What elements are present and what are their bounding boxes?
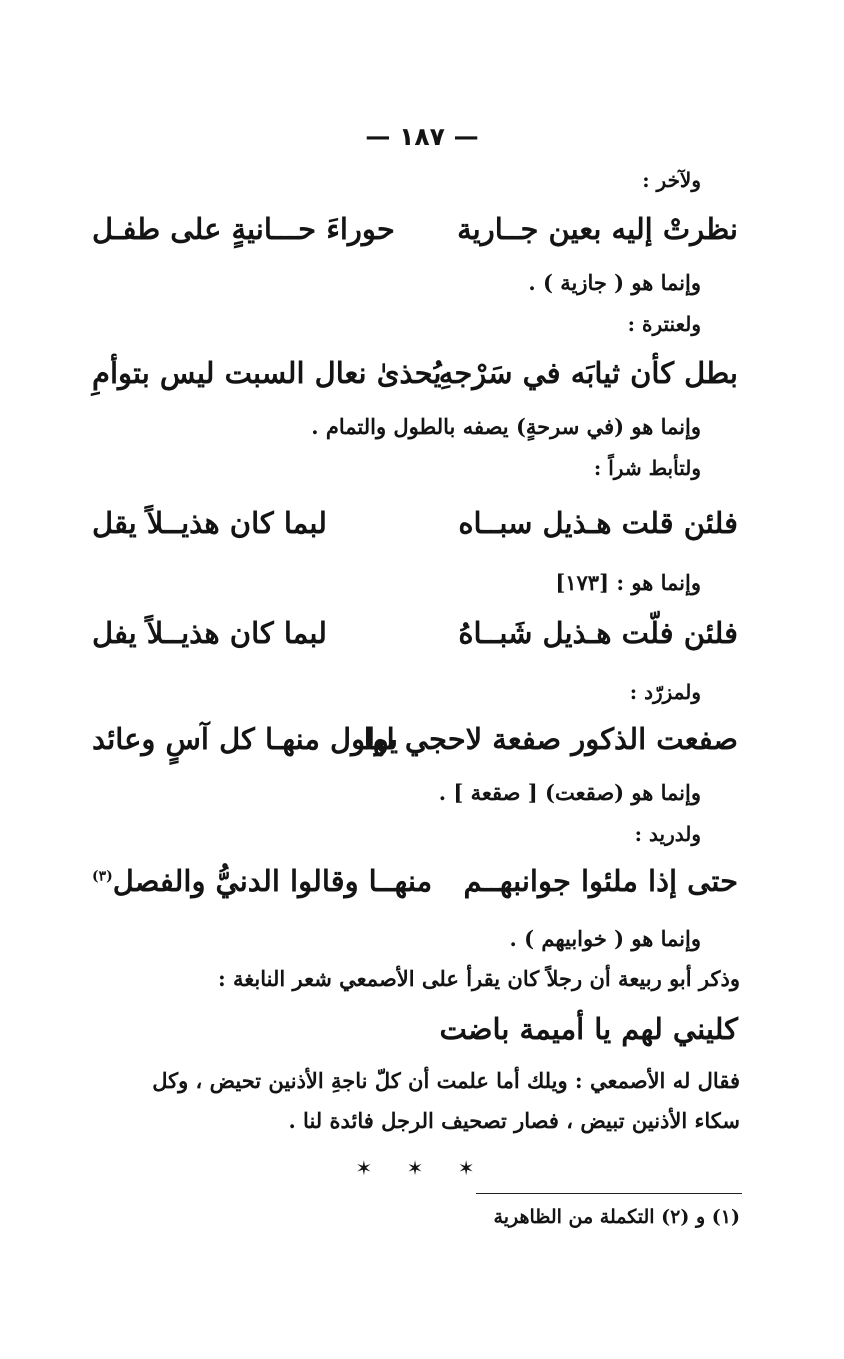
verse-line xyxy=(92,356,738,400)
verse-first-hemistich: صفعت الذكور صفعة لاحجي لها xyxy=(363,722,738,756)
verse-second-hemistich xyxy=(92,864,432,898)
verse-second-hemistich: يولول منهـا كل آسٍ وعائد xyxy=(92,722,398,756)
verse-first-hemistich: فلئن قلت هـذيل سبــاه xyxy=(458,506,738,540)
narrative-line: سكاء الأذنين تبيض ، فصار تصحيف الرجل فائدة لنا . xyxy=(288,1108,740,1133)
poet-label: ولتأبط شراً : xyxy=(593,456,701,480)
verse-second-hemistich: لبما كان هذيــلاً يقل xyxy=(92,506,328,540)
page-number: — ١٨٧ — xyxy=(365,122,479,151)
verse-line xyxy=(92,212,738,256)
verse-first-hemistich: نظرتْ إليه بعين جــارية xyxy=(457,212,738,246)
verse-first-hemistich: بطل كأن ثيابَه في سَرْجهِ xyxy=(438,356,738,390)
verse-line xyxy=(92,506,738,550)
correction-note: وإنما هو ( جازية ) . xyxy=(528,270,701,295)
verse-second-hemistich: يُحذىٰ نعال السبت ليس بتوأمِ xyxy=(92,356,442,390)
correction-note: وإنما هو : [١٧٣] xyxy=(555,570,701,595)
footnote-rule xyxy=(476,1193,742,1194)
footnote-marker: (٣) xyxy=(92,868,113,885)
narrative-line: فقال له الأصمعي : ويلك أما علمت أن كلّ ناجةِ الأذنين تحيض ، وكل xyxy=(152,1068,740,1093)
verse-hemistich-text: منهــا وقالوا الدنيُّ والفصل xyxy=(112,864,433,898)
verse-line xyxy=(92,864,738,908)
verse-second-hemistich: لبما كان هذيــلاً يفل xyxy=(92,616,328,650)
footnote: (١) و (٢) التكملة من الظاهرية xyxy=(493,1206,740,1228)
verse-first-hemistich: حتى إذا ملئوا جوانبهــم xyxy=(463,864,738,898)
poet-label: ولعنترة : xyxy=(627,312,701,336)
verse-first-hemistich: فلئن فلّت هـذيل شَبــاهُ xyxy=(458,616,738,650)
poet-label: ولدريد : xyxy=(634,822,701,846)
poet-label: ولمزرّد : xyxy=(629,680,701,704)
correction-note: وإنما هو ( خوابيهم ) . xyxy=(509,926,701,951)
poet-label: ولآخر : xyxy=(642,168,701,192)
section-separator-stars: ✶ ✶ ✶ xyxy=(355,1156,489,1180)
narrative-line: وذكر أبو ربيعة أن رجلاً كان يقرأ على الأصمعي شعر النابغة : xyxy=(217,966,740,991)
verse-second-hemistich: حوراءَ حـــانيةٍ على طفـل xyxy=(92,212,395,246)
verse-line xyxy=(92,616,738,660)
verse-line xyxy=(92,722,738,766)
correction-note: وإنما هو (صقعت) [ صقعة ] . xyxy=(438,780,701,805)
correction-note: وإنما هو (في سرحةٍ) يصفه بالطول والتمام . xyxy=(311,414,701,439)
verse-line: كليني لهم يا أميمة باضت xyxy=(439,1012,738,1046)
